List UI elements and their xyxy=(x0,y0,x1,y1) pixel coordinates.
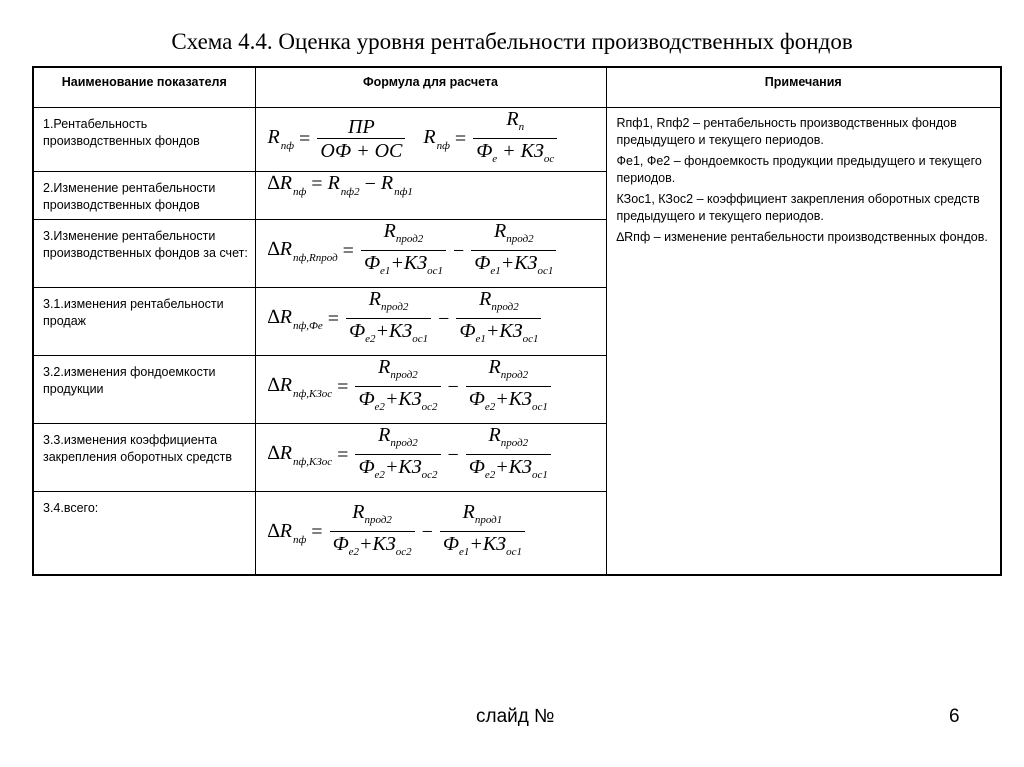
formula-cell xyxy=(255,287,606,355)
slide-number: 6 xyxy=(949,706,960,727)
slide-label: слайд № xyxy=(476,706,555,727)
formula: $\Delta R_{пф,КЗос}$ = $\frac{R_{прод2}}{Ф_{е2}+КЗ_{ос2}}$ − $\frac{R_{прод2}}{Ф_{е2}+КЗ_{ос1}}$ xyxy=(256,356,606,419)
page-title: Схема 4.4. Оценка уровня рентабельности производственных фондов xyxy=(171,29,853,54)
formula: $\Delta R_{пф}$ = $R_{пф2}$ − $R_{пф1}$ xyxy=(267,171,413,198)
formula-cell xyxy=(255,491,606,575)
indicator-cell: 3.2.изменения фондоемкости продукции xyxy=(33,355,255,423)
formula: $\Delta R_{пф,КЗос}$ = $\frac{R_{прод2}}{Ф_{е2}+КЗ_{ос2}}$ − $\frac{R_{прод2}}{Ф_{е2}+КЗ_{ос1}}$ xyxy=(256,424,606,487)
indicator-cell: 1.Рентабельность производственных фондов xyxy=(33,107,255,171)
indicator-cell: 3.Изменение рентабельности производственных фондов за счет: xyxy=(33,219,255,287)
indicator-cell: 3.1.изменения рентабельности продаж xyxy=(33,287,255,355)
note-item: ∆Rпф – изменение рентабельности производственных фондов. xyxy=(616,229,988,244)
formula: $R_{пф}$ = $\frac{ПР}{ОФ + ОС}$ $R_{пф}$ = $\frac{R_п}{Ф_е + КЗ_{ос}}$ xyxy=(256,108,606,171)
note-item: Rпф1, Rпф2 – рентабельность производственных фондов предыдущего и текущего периодов. xyxy=(616,115,957,147)
formula: $\Delta R_{пф,Фе}$ = $\frac{R_{прод2}}{Ф_{е2}+КЗ_{ос1}}$ − $\frac{R_{прод2}}{Ф_{е1}+КЗ_{ос1}}$ xyxy=(256,288,606,351)
note-item: Фе1, Фе2 – фондоемкость продукции предыдущего и текущего периодов. xyxy=(616,153,982,185)
indicator-cell: 2.Изменение рентабельности производственных фондов xyxy=(33,171,255,219)
header-formula: Формула для расчета xyxy=(255,67,606,107)
notes-cell xyxy=(606,107,1001,575)
formula: $\Delta R_{пф,Rпрод}$ = $\frac{R_{прод2}}{Ф_{е1}+КЗ_{ос1}}$ − $\frac{R_{прод2}}{Ф_{е1}+КЗ_{ос1}}$ xyxy=(256,220,606,283)
header-notes: Примечания xyxy=(606,67,1001,107)
table-row xyxy=(33,107,1001,171)
formula-cell xyxy=(255,171,606,219)
formula: $\Delta R_{пф}$ = $\frac{R_{прод2}}{Ф_{е2}+КЗ_{ос2}}$ − $\frac{R_{прод1}}{Ф_{е1}+КЗ_{ос1}}$ xyxy=(256,492,606,574)
header-indicator: Наименование показателя xyxy=(33,67,255,107)
indicators-table xyxy=(32,66,1002,576)
formula-cell xyxy=(255,219,606,287)
indicator-cell: 3.4.всего: xyxy=(33,491,255,575)
indicator-cell: 3.3.изменения коэффициента закрепления оборотных средств xyxy=(33,423,255,491)
formula-cell xyxy=(255,423,606,491)
formula-cell xyxy=(255,355,606,423)
note-item: КЗос1, КЗос2 – коэффициент закрепления оборотных средств предыдущего и текущего периодов. xyxy=(616,191,980,223)
formula-cell xyxy=(255,107,606,171)
table-header-row xyxy=(33,67,1001,107)
